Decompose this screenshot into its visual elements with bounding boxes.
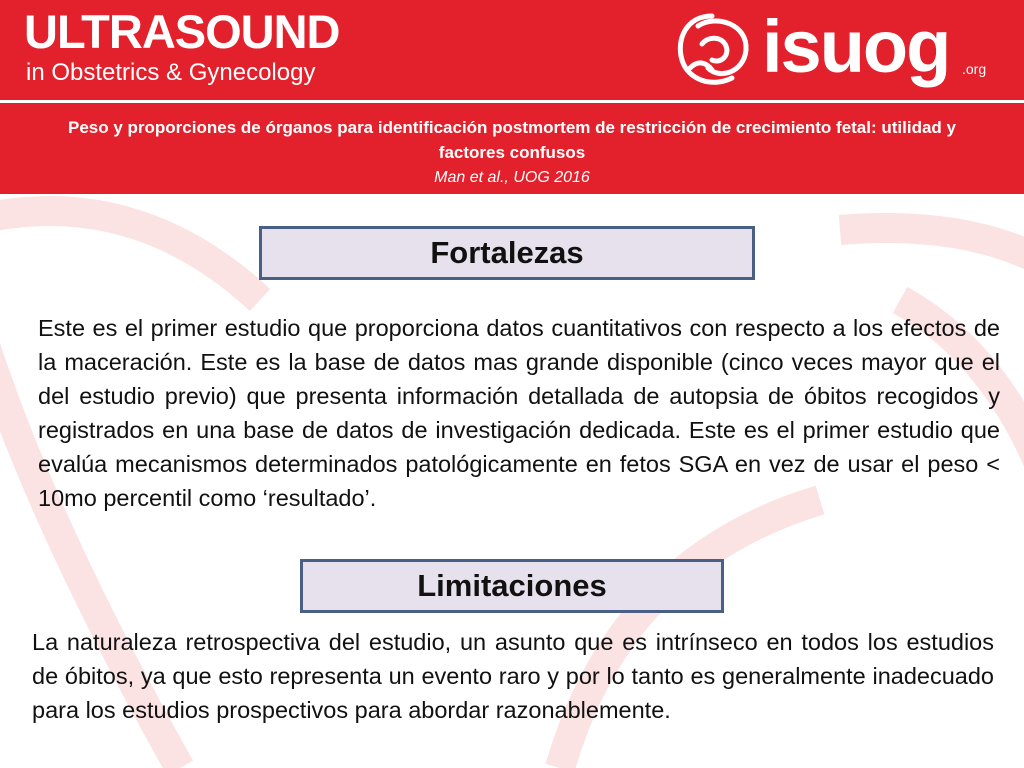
journal-title: ULTRASOUND [24,5,340,58]
isuog-logo-text: isuog [762,5,950,88]
isuog-logo-suffix: .org [962,61,987,77]
citation: Man et al., UOG 2016 [434,169,590,186]
journal-subtitle: in Obstetrics & Gynecology [26,59,316,86]
header-banner [0,0,1024,194]
paper-title: Peso y proporciones de órganos para identificación postmortem de restricción de crecimiento fetal: utilidad y factores confusos [68,118,956,162]
limitations-heading: Limitaciones [300,559,724,613]
strengths-text: Este es el primer estudio que proporciona datos cuantitativos con respecto a los efectos de la maceración. Este es la base de datos mas grande disponible (cinco veces mayor que el del estudio previo) que presenta información detallada de autopsia de óbitos recogidos y registrados en una base de datos de investigación dedicada. Este es el primer estudio que evalúa mecanismos determinados patológicamente en fetos SGA en vez de usar el peso < 10mo percentil como ‘resultado’. [38,315,1000,511]
header-divider [0,100,1024,103]
strengths-heading: Fortalezas [259,226,755,280]
limitations-text: La naturaleza retrospectiva del estudio, un asunto que es intrínseco en todos los estudios de óbitos, ya que esto representa un evento raro y por lo tanto es generalmente inadecuado para los estudios prospectivos para abordar razonablemente. [32,629,994,723]
isuog-fetus-logo-icon [672,10,754,90]
